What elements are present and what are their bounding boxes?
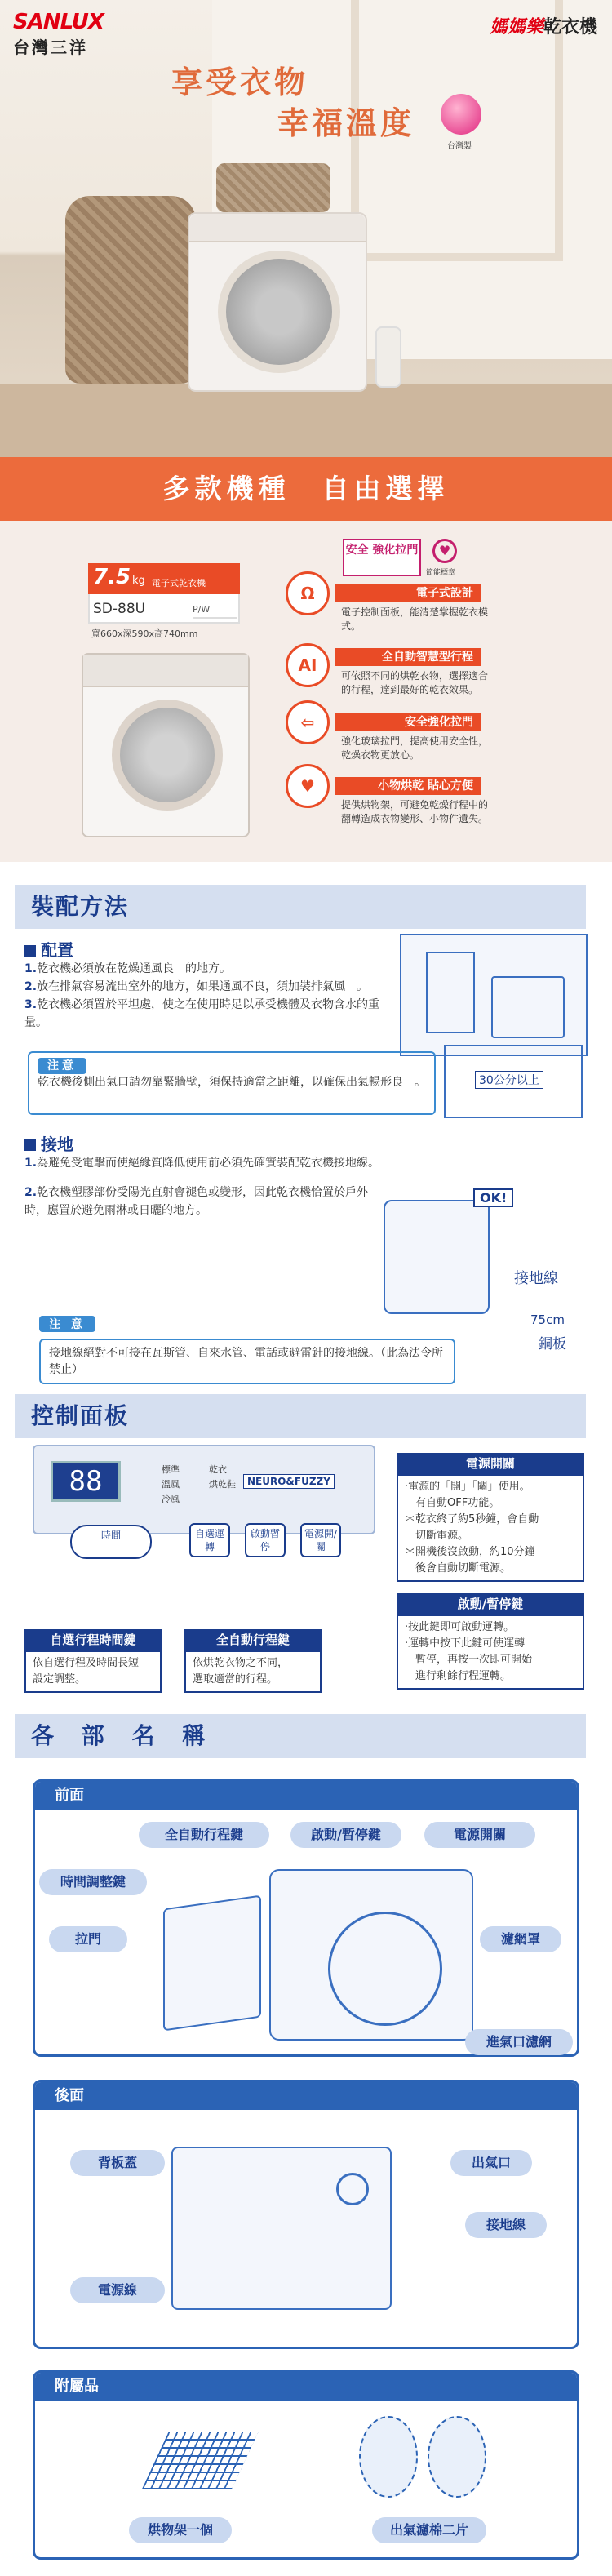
part-label: 接地線 [465, 2212, 547, 2238]
time-box [24, 1650, 162, 1693]
note-tag: 注意 [38, 1058, 86, 1074]
install-section-title: 裝配方法 [15, 885, 586, 929]
feature-electronic-icon: Ω [286, 571, 330, 615]
placement-note [28, 1051, 436, 1115]
small-basket-image [216, 163, 330, 212]
power-box-title: 電源開關 [397, 1453, 584, 1474]
start-text: ‧運轉中按下此鍵可使運轉 [405, 1637, 526, 1650]
note-text: 乾衣機後側出氣口請勿靠緊牆壁，須保持適當之距離，以確保出氣暢形良 。 [38, 1076, 426, 1089]
part-label: 出氣口 [450, 2150, 532, 2176]
auto-course-button[interactable]: 自選運轉 [189, 1523, 230, 1557]
part-label: 電源開關 [424, 1822, 535, 1848]
drum-sketch [328, 1912, 442, 2026]
window-sketch [426, 952, 475, 1033]
laundry-basket-image [65, 196, 196, 384]
power-box [397, 1474, 584, 1582]
brand-logo[interactable] [13, 10, 104, 58]
capacity-unit: kg [132, 575, 145, 587]
feature-title: 全自動智慧型行程 [335, 648, 481, 666]
power-text: 切斷電源。 [405, 1530, 469, 1542]
capacity-value: 7.5 [93, 565, 131, 589]
config-item: 3.乾衣機必須置於平坦處，使之在使用時足以承受機體及衣物含水的重量。 [24, 998, 380, 1029]
feature-title: 小物烘乾 貼心方便 [335, 777, 481, 795]
ground-subtitle: 接地 [24, 1131, 73, 1155]
dryer-type-label: 電子式乾衣機 [152, 578, 206, 588]
start-box-title: 啟動/暫停鍵 [397, 1593, 584, 1614]
energy-label-text: 節能標章 [426, 569, 456, 577]
config-list [24, 960, 384, 1032]
energy-label-icon: ♥ [432, 539, 457, 563]
part-label: 背板蓋 [70, 2150, 165, 2176]
ground-illustration [375, 1184, 588, 1363]
config-item: 2.放在排氣容易流出室外的地方，如果通風不良，須加裝排氣風 。 [24, 980, 369, 993]
back-tab: 後面 [35, 2082, 577, 2110]
back-dryer-sketch [171, 2147, 392, 2310]
power-text: 後會自動切斷電源。 [405, 1562, 512, 1574]
square-bullet-icon [24, 945, 36, 957]
config-item: 1.乾衣機必須放在乾燥通風良 的地方。 [24, 962, 232, 975]
filter-pad-icon [428, 2416, 486, 2498]
power-text: ＊乾衣終了約5秒鐘，會自動 [405, 1513, 539, 1526]
ok-label: OK! [473, 1188, 513, 1207]
outlet-sketch [336, 2173, 369, 2205]
part-label: 濾網罩 [480, 1926, 561, 1952]
hero-headline-2: 幸福溫度 [277, 104, 415, 141]
feature-desc: 電子控制面板，能清楚掌握乾衣模式。 [341, 606, 489, 632]
detergent-bottle-image [375, 326, 401, 388]
power-text: ‧電源的「開」「關」使用。 [405, 1481, 530, 1493]
dryer-sketch [491, 976, 565, 1038]
part-label: 全自動行程鍵 [139, 1822, 269, 1848]
led-label: 溫風 [162, 1479, 180, 1490]
feature-desc: 可依照不同的烘乾衣物，選擇適合的行程，達到最好的乾衣效果。 [341, 670, 489, 695]
feature-desc: 提供烘物架，可避免乾燥行程中的翻轉造成衣物變形、小物件遺失。 [341, 799, 489, 824]
time-button[interactable]: 時間 [70, 1525, 152, 1559]
start-text: 進行剩餘行程運轉。 [405, 1670, 512, 1682]
feature-door-icon: ⇦ [286, 700, 330, 744]
hero-floor [0, 384, 612, 457]
made-in-taiwan-badge-icon [441, 94, 481, 135]
plate-label: 銅板 [539, 1336, 566, 1352]
accessories-tab: 附屬品 [35, 2373, 577, 2401]
feature-desc: 強化玻璃拉門，提高使用安全性，乾燥衣物更放心。 [341, 735, 489, 761]
neuro-fuzzy-logo: NEURO&FUZZY [243, 1474, 335, 1489]
model-number: SD-88U [93, 601, 146, 617]
front-door-sketch [163, 1895, 261, 2032]
part-label: 進氣口濾網 [465, 2029, 573, 2055]
power-button[interactable]: 電源開/關 [300, 1523, 341, 1557]
made-in-taiwan-label: 台灣製 [447, 142, 472, 151]
part-label: 啟動/暫停鍵 [290, 1822, 401, 1848]
depth-label: 75cm [530, 1312, 565, 1327]
auto-text: 選取適當的行程。 [193, 1673, 278, 1686]
front-tab: 前面 [35, 1782, 577, 1810]
ground-item-1: 1.為避免受電擊而使絕緣質降低使用前必須先確實裝配乾衣機接地線。 [24, 1157, 380, 1170]
feature-title: 安全強化拉門 [335, 713, 481, 731]
part-label: 拉門 [49, 1926, 127, 1952]
auto-box-title: 全自動行程鍵 [184, 1629, 322, 1650]
ground-wire-label: 接地線 [514, 1270, 558, 1287]
brand-name-en: SANLUX [13, 10, 104, 34]
product-logo-red: 媽媽樂 [489, 17, 543, 38]
product-logo-text: 乾衣機 [543, 17, 597, 38]
led-label: 標準 [162, 1464, 180, 1475]
part-label: 出氣濾棉二片 [372, 2517, 486, 2543]
start-text: ‧按此鍵即可啟動運轉。 [405, 1621, 515, 1633]
power-text: ＊開機後沒啟動，約10分鐘 [405, 1546, 535, 1558]
placement-illustration [400, 934, 588, 1056]
spec-dryer-image [82, 653, 250, 837]
pw-label: P/W [193, 604, 211, 615]
part-label: 電源線 [70, 2277, 165, 2303]
hero-dryer-image [188, 212, 367, 392]
time-text: 設定調整。 [33, 1673, 86, 1686]
feature-ai-icon: AI [286, 643, 330, 687]
part-label: 烘物架一個 [129, 2517, 232, 2543]
ground-item-2: 2.乾衣機塑膠部份受陽光直射會褪色或變形，因此乾衣機恰置於戶外時，應置於避免雨淋或日曬的地方。 [24, 1186, 369, 1217]
auto-box [184, 1650, 322, 1693]
distance-label: 30公分以上 [475, 1071, 543, 1089]
models-banner: 多款機種 自由選擇 [0, 457, 612, 521]
control-section-title: 控制面板 [15, 1394, 586, 1438]
filter-pad-icon [359, 2416, 418, 2498]
start-box [397, 1614, 584, 1690]
led-label: 乾衣 [209, 1464, 227, 1475]
brand-name-zh: 台灣三洋 [13, 38, 88, 57]
safety-door-badge: 安全 強化拉門 [343, 539, 421, 576]
start-text: 暫停，再按一次即可開始 [405, 1654, 533, 1666]
config-subtitle: 配置 [24, 937, 73, 961]
grounded-dryer-sketch [384, 1200, 490, 1314]
part-label: 時間調整鍵 [39, 1869, 147, 1895]
feature-title: 電子式設計 [335, 584, 481, 602]
product-logo [490, 13, 597, 38]
time-display: 88 [51, 1461, 121, 1502]
hero-headline-1: 享受衣物 [171, 64, 309, 100]
parts-section-title: 各 部 名 稱 [15, 1714, 586, 1758]
front-dryer-sketch [269, 1869, 473, 2041]
distance-illustration [444, 1045, 583, 1118]
power-text: 有自動OFF功能。 [405, 1497, 500, 1509]
pw-swatch [193, 617, 237, 619]
time-box-title: 自選行程時間鍵 [24, 1629, 162, 1650]
auto-text: 依烘乾衣物之不同， [193, 1657, 289, 1669]
dimensions-label: 寬660x深590x高740mm [91, 628, 198, 639]
ground-note-tag: 注 意 [39, 1316, 95, 1332]
square-bullet-icon [24, 1139, 36, 1151]
time-text: 依自選行程及時間長短 [33, 1657, 140, 1669]
start-pause-button[interactable]: 啟動暫停 [245, 1523, 286, 1557]
feature-shirt-icon: ♥ [286, 764, 330, 808]
led-label: 烘乾鞋 [209, 1479, 236, 1490]
led-label: 冷風 [162, 1494, 180, 1504]
ground-note: 接地線絕對不可接在瓦斯管、自來水管、電話或避雷針的接地線。（此為法令所禁止） [39, 1339, 455, 1384]
